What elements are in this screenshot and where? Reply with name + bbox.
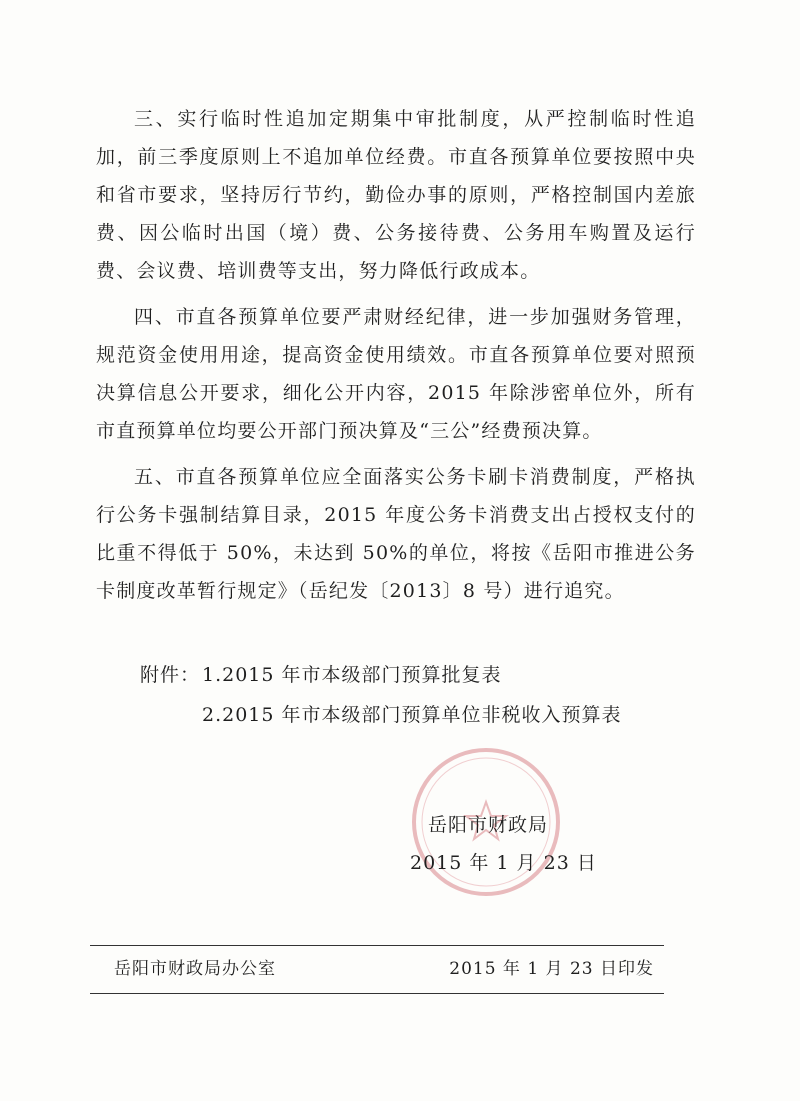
paragraph-5: 五、市直各预算单位应全面落实公务卡刷卡消费制度，严格执行公务卡强制结算目录，2015 年度公务卡消费支出占授权支付的比重不得低于 50%，未达到 50%的单位，将按《岳阳市推进公务卡制度改革暂行规定》（岳纪发〔2013〕8 号）进行追究。 bbox=[96, 466, 696, 602]
attachments-label: 附件： bbox=[140, 664, 201, 686]
issuing-org: 岳阳市财政局 bbox=[428, 814, 549, 836]
footer bbox=[114, 952, 654, 986]
attachment-item-2: 2.2015 年市本级部门预算单位非税收入预算表 bbox=[202, 704, 622, 726]
paragraph-3: 三、实行临时性追加定期集中审批制度，从严控制临时性追加，前三季度原则上不追加单位经费。市直各预算单位要按照中央和省市要求，坚持厉行节约，勤俭办事的原则，严格控制国内差旅费、因公临时出国（境）费、公务接待费、公务用车购置及运行费、会议费、培训费等支出，努力降低行政成本。 bbox=[96, 108, 696, 282]
attachments bbox=[140, 655, 622, 735]
footer-print-date: 2015 年 1 月 23 日印发 bbox=[449, 959, 654, 979]
footer-rule-bottom bbox=[90, 993, 664, 994]
footer-office: 岳阳市财政局办公室 bbox=[114, 959, 276, 979]
paragraph-4: 四、市直各预算单位要严肃财经纪律，进一步加强财务管理，规范资金使用用途，提高资金使用绩效。市直各预算单位要对照预决算信息公开要求，细化公开内容，2015 年除涉密单位外，所有市直预算单位均要公开部门预决算及“三公”经费预决算。 bbox=[96, 306, 696, 442]
attachment-row-1 bbox=[140, 655, 622, 695]
footer-rule-top bbox=[90, 945, 664, 946]
issue-date: 2015 年 1 月 23 日 bbox=[410, 852, 597, 874]
attachment-item-1: 1.2015 年市本级部门预算批复表 bbox=[202, 664, 502, 686]
document-body bbox=[96, 100, 696, 618]
attachment-row-2 bbox=[140, 695, 622, 735]
signature-block bbox=[410, 806, 597, 882]
